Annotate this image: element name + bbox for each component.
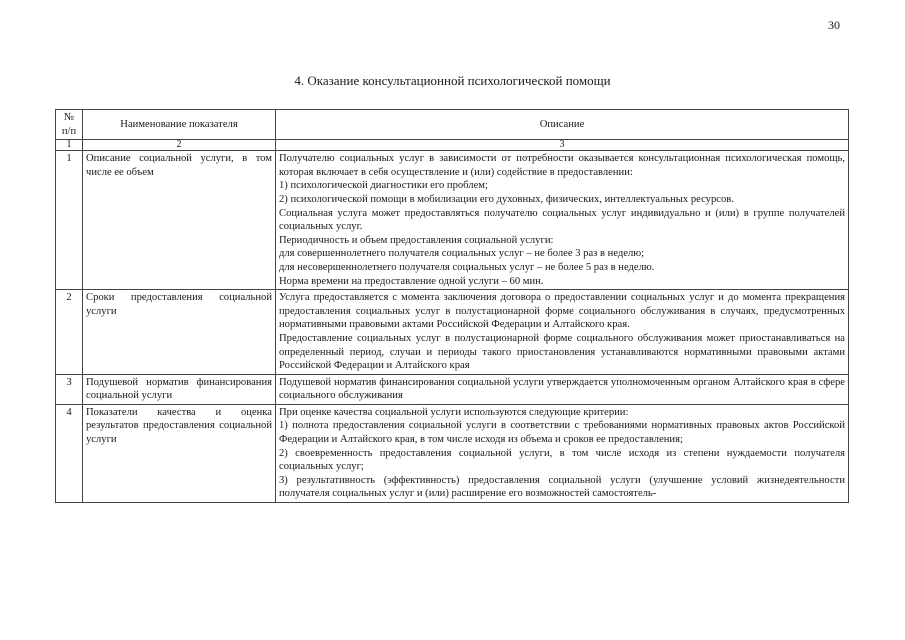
header-name: Наименование показателя [83,110,276,140]
indicator-name: Сроки предоставления социальной услуги [83,290,276,375]
description-line: Норма времени на предоставление одной услуги – 60 мин. [279,275,544,287]
indicator-description [276,290,849,375]
row-number: 1 [56,151,83,290]
page-number: 30 [828,18,840,32]
indicator-name: Показатели качества и оценка результатов предоставления социальной услуги [83,404,276,502]
description-line: При оценке качества социальной услуги используются следующие критерии: [279,406,629,418]
section-title: 4. Оказание консультационной психологической помощи [294,73,611,88]
description-line: для несовершеннолетнего получателя социальных услуг – не более 5 раз в неделю. [279,261,655,273]
description-line: 1) полнота предоставления социальной услуги в соответствии с требованиями нормативных правовых актов Российской Федерации и Алтайского края, в том числе исходя из объема и сроков ее предоставления; [279,420,845,446]
table-row [56,374,849,404]
table-row [56,151,849,290]
indicator-name: Описание социальной услуги, в том числе ее объем [83,151,276,290]
description-line: 2) своевременность предоставления социальной услуги, в том числе исходя из степени нуждаемости получателя социальных услуг; [279,447,845,473]
description-line: Предоставление социальных услуг в полустационарной форме социального обслуживания может приостанавливаться на определенный период, случаи и периоды такого приостановления устанавливаются нормативными правовыми актами Российской Федерации и Алтайского края [279,332,845,372]
description-line: 3) результативность (эффективность) предоставления социальной услуги (улучшение условий жизнедеятельности получателя социальных услуг и (или) расширение его возможностей самостоятель- [279,474,845,500]
description-line: Подушевой норматив финансирования социальной услуги утверждается уполномоченным органом Алтайского края в сфере социального обслуживания [279,376,845,402]
row-number: 2 [56,290,83,375]
column-index-row [56,140,849,151]
header-row [56,110,849,140]
row-number: 4 [56,404,83,502]
table-row [56,290,849,375]
indicator-description [276,151,849,290]
description-line: для совершеннолетнего получателя социальных услуг – не более 3 раз в неделю; [279,248,645,260]
description-line: Услуга предоставляется с момента заключения договора о предоставлении социальных услуг и до момента прекращения предоставления социальных услуг в полустационарной форме социального обслуживания в случаях, предусмотренных нормативными правовыми актами Российской Федерации и Алтайского края. [279,292,845,331]
column-index: 1 [56,140,83,151]
description-line: 1) психологической диагностики его проблем; [279,180,488,192]
description-line: Периодичность и объем предоставления социальной услуги: [279,234,554,246]
service-table [55,109,849,503]
description-line: 2) психологической помощи в мобилизации его духовных, физических, интеллектуальных ресурсов. [279,193,734,205]
header-description: Описание [276,110,849,140]
column-index: 3 [276,140,849,151]
indicator-name: Подушевой норматив финансирования социальной услуги [83,374,276,404]
indicator-description [276,374,849,404]
description-line: Получателю социальных услуг в зависимости от потребности оказывается консультационная психологическая помощь, которая включает в себя осуществление и (или) содействие в предоставлении: [279,153,845,178]
row-number: 3 [56,374,83,404]
description-line: Социальная услуга может предоставляться получателю социальных услуг индивидуально и (или) в группе получателей социальных услуг. [279,207,845,233]
column-index: 2 [83,140,276,151]
header-num: № п/п [56,110,83,140]
indicator-description [276,404,849,502]
table-row [56,404,849,502]
